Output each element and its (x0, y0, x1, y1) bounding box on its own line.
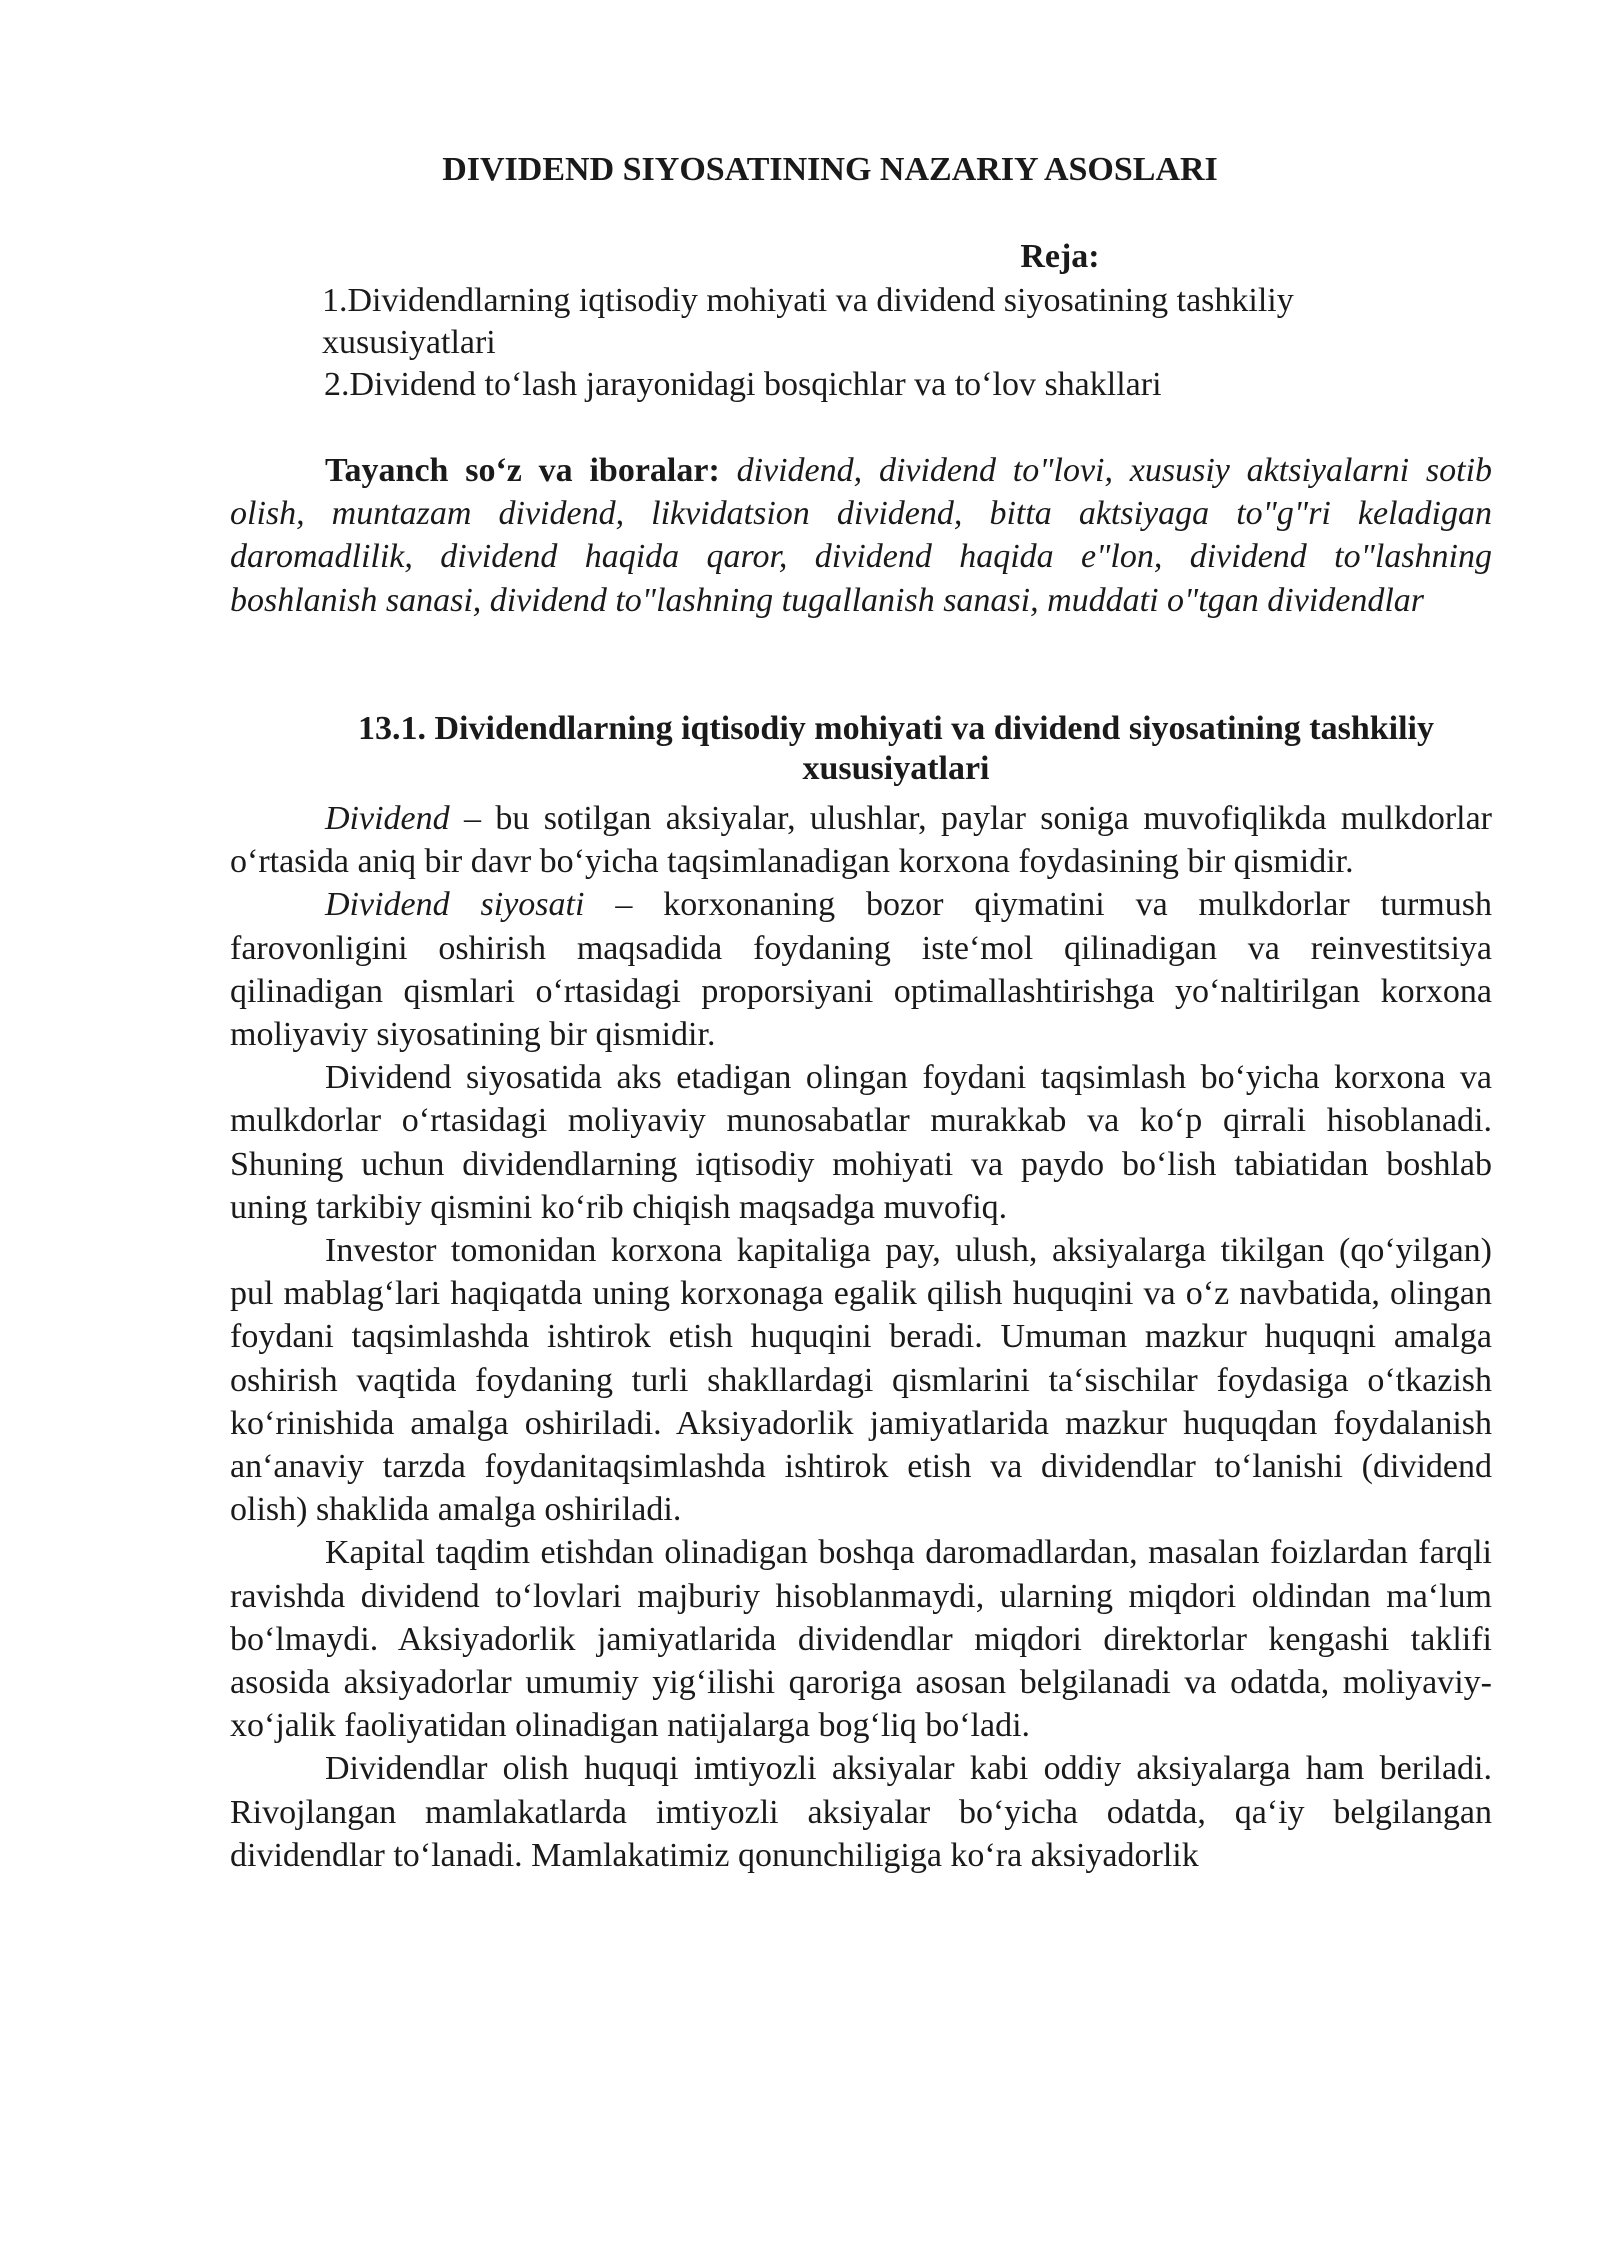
plan-heading: Reja: (1020, 238, 1100, 275)
paragraph-text: Kapital taqdim etishdan olinadigan boshqa daromadlardan, masalan foizlardan farqli ravishda dividend to‘lovlari majburiy hisoblanmaydi, ularning miqdori oldindan ma‘lum bo‘lmaydi. Aksiyadorlik jamiyatlarida dividendlar miqdori direktorlar kengashi taklifi asosida aksiyadorlar umumiy yig‘ilishi qaroriga asosan belgilanadi va odatda, moliyaviy-xo‘jalik faoliyatidan olinadigan natijalarga bog‘liq bo‘ladi. (230, 1534, 1492, 1745)
paragraph (230, 1531, 1492, 1747)
plan-item-1: 1.Dividendlarning iqtisodiy mohiyati va dividend siyosatining tashkiliy xususiyatlari (322, 282, 1294, 361)
plan-item-2: 2.Dividend to‘lash jarayonidagi bosqichlar va to‘lov shakllari (324, 366, 1162, 403)
main-body (230, 797, 1492, 1877)
paragraph-text: – korxonaning bozor qiymatini va mulkdorlar turmush farovonligini oshirish maqsadida foydaning iste‘mol qilinadigan va reinvestitsiya qilinadigan qismlari o‘rtasidagi proporsiyani optimallashtirishga yo‘naltirilgan korxona moliyaviy siyosatining bir qismidir. (230, 886, 1492, 1054)
paragraph-text: Dividend siyosatida aks etadigan olingan foydani taqsimlash bo‘yicha korxona va mulkdorlar o‘rtasidagi moliyaviy munosabatlar murakkab va ko‘p qirrali hisoblanadi. Shuning uchun dividendlarning iqtisodiy mohiyati va paydo bo‘lish tabiatidan boshlab uning tarkibiy qismini ko‘rib chiqish maqsadga muvofiq. (230, 1059, 1492, 1226)
paragraph (230, 797, 1492, 883)
section-title: 13.1. Dividendlarning iqtisodiy mohiyati va dividend siyosatining tashkiliy xususiyatlari (358, 710, 1434, 787)
paragraph (230, 1229, 1492, 1531)
paragraph-term: Dividend siyosati (325, 886, 585, 924)
document-title: DIVIDEND SIYOSATINING NAZARIY ASOSLARI (442, 151, 1218, 188)
plan-list (322, 280, 1472, 406)
paragraph-text: – bu sotilgan aksiyalar, ulushlar, paylar soniga muvofiqlikda mulkdorlar o‘rtasida aniq bir davr bo‘yicha taqsimlanadigan korxona foydasining bir qismidir. (230, 800, 1492, 881)
keywords-block (230, 449, 1492, 622)
paragraph (230, 883, 1492, 1056)
paragraph-text: Investor tomonidan korxona kapitaliga pay, ulush, aksiyalarga tikilgan (qo‘yilgan) pul mablag‘lari haqiqatda uning korxonaga egalik qilish huquqini va o‘z navbatida, olingan foydani taqsimlashda ishtirok etish huquqini beradi. Umuman mazkur huquqni amalga oshirish vaqtida foydaning turli shakllardagi qismlarini ta‘sischilar foydasiga o‘tkazish ko‘rinishida amalga oshiriladi. Aksiyadorlik jamiyatlarida mazkur huquqdan foydalanish an‘anaviy tarzda foydanitaqsimlashda ishtirok etish va dividendlar to‘lanishi (dividend olish) shaklida amalga oshiriladi. (230, 1232, 1492, 1529)
keywords-label: Tayanch so‘z va iboralar: (325, 452, 720, 489)
keywords-text: dividend, dividend to"lovi, xususiy aktsiyalarni sotib olish, muntazam dividend, likvidatsion dividend, bitta aktsiyaga to"g"ri keladigan daromadlilik, dividend haqida qaror, dividend haqida e"lon, dividend to"lashning boshlanish sanasi, dividend to"lashning tugallanish sanasi, muddati o"tgan dividendlar (230, 452, 1493, 619)
keywords-paragraph (230, 449, 1492, 622)
paragraph (230, 1056, 1492, 1229)
paragraph (230, 1747, 1492, 1877)
paragraph-text: Dividendlar olish huquqi imtiyozli aksiyalar kabi oddiy aksiyalarga ham beriladi. Rivojlangan mamlakatlarda imtiyozli aksiyalar bo‘yicha odatda, qa‘iy belgilangan dividendlar to‘lanadi. Mamlakatimiz qonunchiligiga ko‘ra aksiyadorlik (230, 1750, 1492, 1874)
paragraph-term: Dividend (325, 800, 450, 837)
